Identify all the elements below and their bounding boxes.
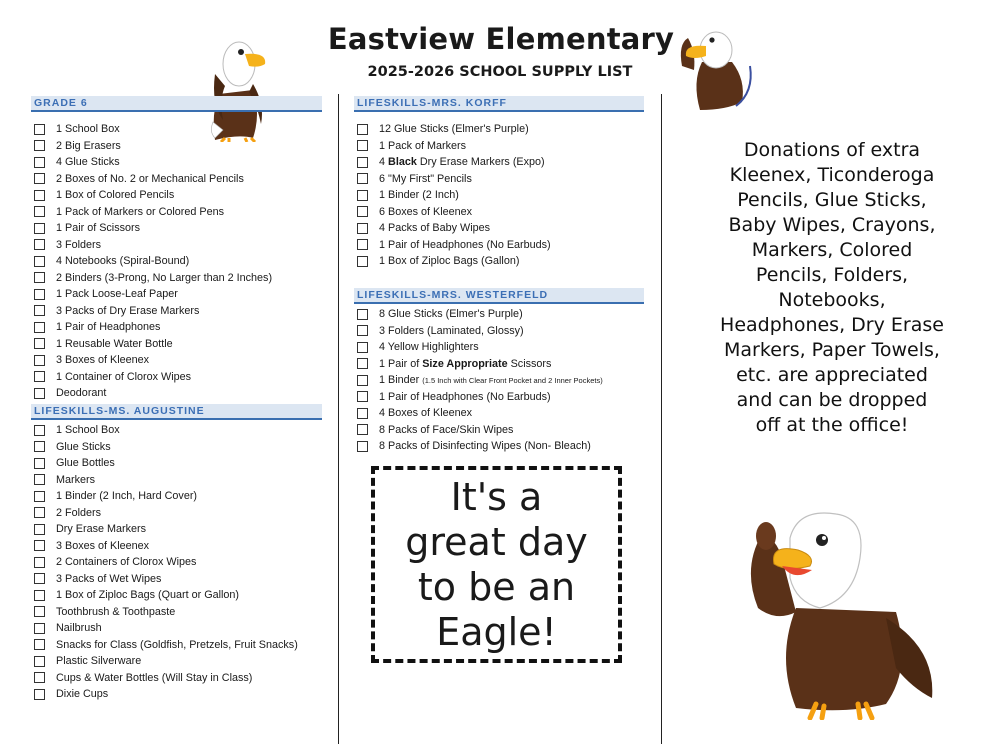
- list-item[interactable]: 1 Pair of Scissors: [31, 220, 322, 237]
- checkbox-icon[interactable]: [357, 239, 368, 250]
- westerfeld-list: [354, 306, 644, 455]
- list-item[interactable]: 1 School Box: [31, 121, 322, 138]
- checkbox-icon[interactable]: [357, 124, 368, 135]
- korff-list: [354, 121, 644, 270]
- checkbox-icon[interactable]: [357, 256, 368, 267]
- list-item[interactable]: 1 Box of Ziploc Bags (Gallon): [354, 253, 644, 270]
- list-item[interactable]: 6 "My First" Pencils: [354, 171, 644, 188]
- column-divider-right: [661, 94, 662, 744]
- list-item[interactable]: Dry Erase Markers: [31, 521, 322, 538]
- list-item[interactable]: 1 Container of Clorox Wipes: [31, 369, 322, 386]
- list-item[interactable]: 3 Packs of Dry Erase Markers: [31, 303, 322, 320]
- checkbox-icon[interactable]: [357, 342, 368, 353]
- checkbox-icon[interactable]: [34, 524, 45, 535]
- checkbox-icon[interactable]: [357, 309, 368, 320]
- checkbox-icon[interactable]: [34, 441, 45, 452]
- eagle-mascot-icon: [676, 22, 756, 112]
- list-item[interactable]: Markers: [31, 472, 322, 489]
- checkbox-icon[interactable]: [34, 256, 45, 267]
- checkbox-icon[interactable]: [34, 239, 45, 250]
- grade6-section: [31, 96, 322, 402]
- list-item[interactable]: 1 Box of Colored Pencils: [31, 187, 322, 204]
- list-item[interactable]: 4 Black Dry Erase Markers (Expo): [354, 154, 644, 171]
- augustine-heading: LIFESKILLS-MS. AUGUSTINE: [31, 404, 322, 420]
- checkbox-icon[interactable]: [34, 388, 45, 399]
- checkbox-icon[interactable]: [34, 355, 45, 366]
- augustine-section: [31, 404, 322, 703]
- checkbox-icon[interactable]: [34, 656, 45, 667]
- list-item[interactable]: 1 Box of Ziploc Bags (Quart or Gallon): [31, 587, 322, 604]
- checkbox-icon[interactable]: [34, 190, 45, 201]
- list-item[interactable]: Snacks for Class (Goldfish, Pretzels, Fruit Snacks): [31, 637, 322, 654]
- checkbox-icon[interactable]: [34, 425, 45, 436]
- checkbox-icon[interactable]: [357, 391, 368, 402]
- grade6-list: [31, 121, 322, 402]
- westerfeld-heading: LIFESKILLS-MRS. WESTERFELD: [354, 288, 644, 304]
- list-item[interactable]: 1 Pair of Headphones: [31, 319, 322, 336]
- list-item[interactable]: 6 Boxes of Kleenex: [354, 204, 644, 221]
- checkbox-icon[interactable]: [34, 206, 45, 217]
- checkbox-icon[interactable]: [34, 689, 45, 700]
- school-name: Eastview Elementary: [327, 22, 675, 56]
- list-item[interactable]: Plastic Silverware: [31, 653, 322, 670]
- checkbox-icon[interactable]: [34, 540, 45, 551]
- list-item[interactable]: 4 Boxes of Kleenex: [354, 405, 644, 422]
- checkbox-icon[interactable]: [34, 289, 45, 300]
- list-item[interactable]: 2 Big Erasers: [31, 138, 322, 155]
- list-item[interactable]: 2 Folders: [31, 505, 322, 522]
- checkbox-icon[interactable]: [357, 441, 368, 452]
- list-item[interactable]: Dixie Cups: [31, 686, 322, 703]
- eagle-motto-box: [371, 466, 622, 663]
- list-item[interactable]: Toothbrush & Toothpaste: [31, 604, 322, 621]
- checkbox-icon[interactable]: [34, 557, 45, 568]
- list-item[interactable]: 1 Binder (2 Inch): [354, 187, 644, 204]
- list-item[interactable]: 1 Pack of Markers or Colored Pens: [31, 204, 322, 221]
- motto-line: great day: [405, 519, 588, 564]
- list-item[interactable]: 3 Boxes of Kleenex: [31, 352, 322, 369]
- list-item[interactable]: 1 Binder (2 Inch, Hard Cover): [31, 488, 322, 505]
- list-item[interactable]: 1 Pack of Markers: [354, 138, 644, 155]
- checkbox-icon[interactable]: [357, 375, 368, 386]
- checkbox-icon[interactable]: [357, 325, 368, 336]
- donations-note: Donations of extra Kleenex, Ticonderoga Pencils, Glue Sticks, Baby Wipes, Crayons, Markers, Colored Pencils, Folders, Notebooks, Headphones, Dry Erase Markers, Paper Towels, etc. are appreciated and can be dropped off at the office!: [720, 139, 944, 436]
- list-item[interactable]: 2 Containers of Clorox Wipes: [31, 554, 322, 571]
- list-item[interactable]: 1 School Box: [31, 422, 322, 439]
- checkbox-icon[interactable]: [34, 371, 45, 382]
- list-item[interactable]: 8 Packs of Face/Skin Wipes: [354, 422, 644, 439]
- list-item[interactable]: Cups & Water Bottles (Will Stay in Class): [31, 670, 322, 687]
- checkbox-icon[interactable]: [34, 458, 45, 469]
- list-item[interactable]: 1 Binder (1.5 Inch with Clear Front Pocket and 2 Inner Pockets): [354, 372, 644, 389]
- checkbox-icon[interactable]: [34, 223, 45, 234]
- list-item[interactable]: 12 Glue Sticks (Elmer's Purple): [354, 121, 644, 138]
- list-item[interactable]: 3 Boxes of Kleenex: [31, 538, 322, 555]
- eagle-mascot-icon: [736, 508, 936, 720]
- augustine-list: [31, 422, 322, 703]
- checkbox-icon[interactable]: [34, 474, 45, 485]
- checkbox-icon[interactable]: [357, 424, 368, 435]
- checkbox-icon[interactable]: [34, 157, 45, 168]
- checkbox-icon[interactable]: [34, 639, 45, 650]
- list-item[interactable]: 3 Folders: [31, 237, 322, 254]
- checkbox-icon[interactable]: [34, 272, 45, 283]
- list-item[interactable]: 2 Binders (3-Prong, No Larger than 2 Inches): [31, 270, 322, 287]
- checkbox-icon[interactable]: [34, 322, 45, 333]
- checkbox-icon[interactable]: [357, 173, 368, 184]
- list-item[interactable]: Nailbrush: [31, 620, 322, 637]
- list-item[interactable]: Deodorant: [31, 385, 322, 402]
- list-item[interactable]: 1 Pair of Headphones (No Earbuds): [354, 237, 644, 254]
- list-item[interactable]: Glue Sticks: [31, 439, 322, 456]
- list-item[interactable]: 1 Reusable Water Bottle: [31, 336, 322, 353]
- column-divider-left: [338, 94, 339, 744]
- checkbox-icon[interactable]: [34, 140, 45, 151]
- westerfeld-section: [354, 288, 644, 455]
- list-item[interactable]: 4 Notebooks (Spiral-Bound): [31, 253, 322, 270]
- motto-line: It's a: [450, 474, 543, 519]
- checkbox-icon[interactable]: [34, 606, 45, 617]
- list-item[interactable]: 2 Boxes of No. 2 or Mechanical Pencils: [31, 171, 322, 188]
- checkbox-icon[interactable]: [357, 190, 368, 201]
- checkbox-icon[interactable]: [357, 408, 368, 419]
- checkbox-icon[interactable]: [357, 223, 368, 234]
- list-item[interactable]: Glue Bottles: [31, 455, 322, 472]
- list-item[interactable]: 1 Pack Loose-Leaf Paper: [31, 286, 322, 303]
- supply-list-title: 2025-2026 SCHOOL SUPPLY LIST: [367, 64, 633, 80]
- list-item[interactable]: 1 Pair of Size Appropriate Scissors: [354, 356, 644, 373]
- list-item[interactable]: 4 Packs of Baby Wipes: [354, 220, 644, 237]
- checkbox-icon[interactable]: [34, 491, 45, 502]
- motto-line: Eagle!: [436, 609, 557, 654]
- checkbox-icon[interactable]: [34, 507, 45, 518]
- list-item[interactable]: 3 Folders (Laminated, Glossy): [354, 323, 644, 340]
- checkbox-icon[interactable]: [34, 672, 45, 683]
- checkbox-icon[interactable]: [34, 590, 45, 601]
- list-item[interactable]: 1 Pair of Headphones (No Earbuds): [354, 389, 644, 406]
- checkbox-icon[interactable]: [34, 573, 45, 584]
- korff-heading: LIFESKILLS-MRS. KORFF: [354, 96, 644, 112]
- checkbox-icon[interactable]: [34, 305, 45, 316]
- checkbox-icon[interactable]: [34, 173, 45, 184]
- checkbox-icon[interactable]: [357, 358, 368, 369]
- grade6-heading: GRADE 6: [31, 96, 322, 112]
- list-item[interactable]: 3 Packs of Wet Wipes: [31, 571, 322, 588]
- checkbox-icon[interactable]: [34, 623, 45, 634]
- list-item[interactable]: 4 Glue Sticks: [31, 154, 322, 171]
- list-item[interactable]: 8 Glue Sticks (Elmer's Purple): [354, 306, 644, 323]
- korff-section: [354, 96, 644, 270]
- checkbox-icon[interactable]: [357, 140, 368, 151]
- checkbox-icon[interactable]: [34, 338, 45, 349]
- list-item[interactable]: 4 Yellow Highlighters: [354, 339, 644, 356]
- motto-line: to be an: [417, 564, 576, 609]
- checkbox-icon[interactable]: [357, 206, 368, 217]
- list-item[interactable]: 8 Packs of Disinfecting Wipes (Non- Bleach): [354, 438, 644, 455]
- checkbox-icon[interactable]: [34, 124, 45, 135]
- checkbox-icon[interactable]: [357, 157, 368, 168]
